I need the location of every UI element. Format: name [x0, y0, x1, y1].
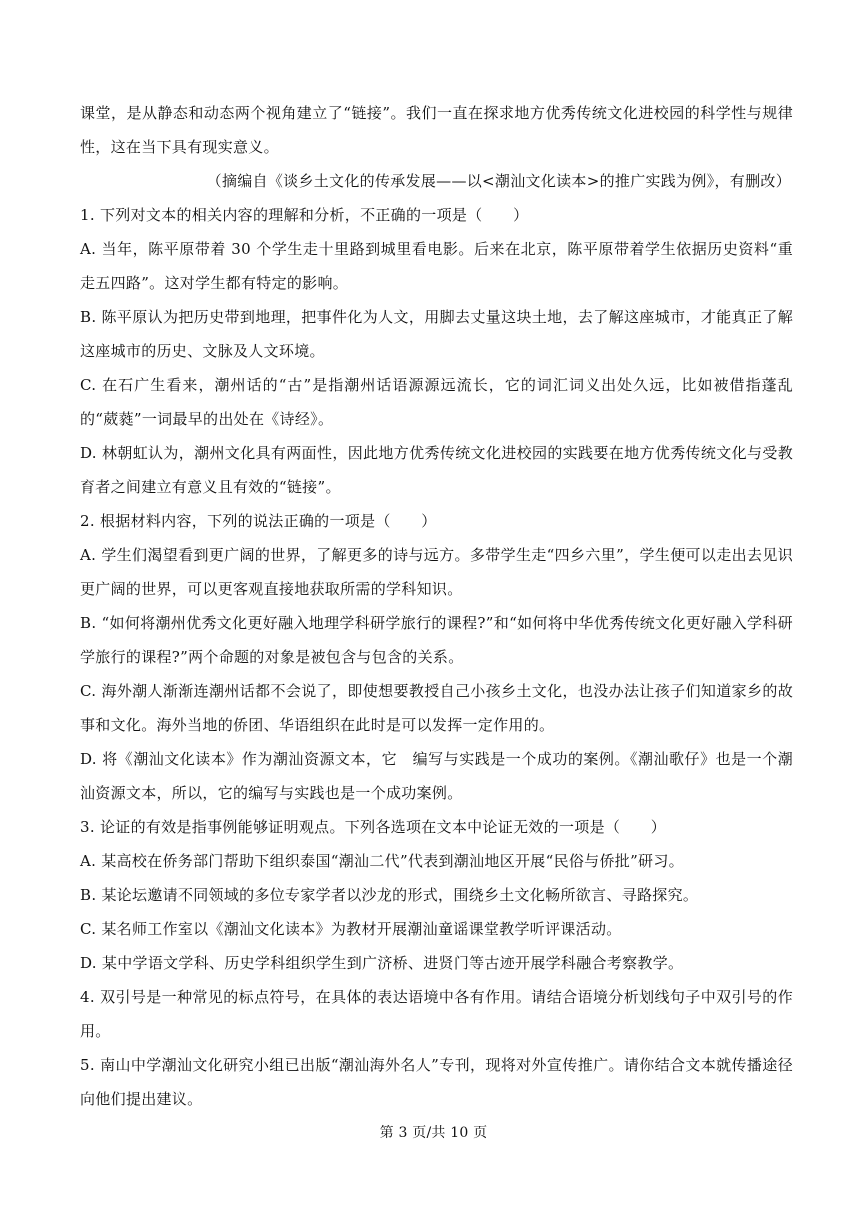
question-1-option-c: C. 在石广生看来，潮州话的“古”是指潮州话语源源远流长，它的词汇词义出处久远，比如被借指蓬乱的“葳蕤”一词最早的出处在《诗经》。 — [80, 376, 793, 428]
question-2-option-d: D. 将《潮汕文化读本》作为潮汕资源文本，它 编写与实践是一个成功的案例。《潮汕歌仔》也是一个潮汕资源文本，所以，它的编写与实践也是一个成功案例。 — [80, 750, 793, 802]
question-2-option-b: B. “如何将潮州优秀文化更好融入地理学科研学旅行的课程?”和“如何将中华优秀传统文化更好融入学科研学旅行的课程?”两个命题的对象是被包含与包含的关系。 — [80, 614, 793, 666]
question-3-option-b: B. 某论坛邀请不同领域的多位专家学者以沙龙的形式，围绕乡土文化畅所欲言、寻路探究。 — [80, 886, 699, 904]
question-1-stem: 1. 下列对文本的相关内容的理解和分析，不正确的一项是（ ） — [80, 206, 529, 224]
question-3-option-d: D. 某中学语文学科、历史学科组织学生到广济桥、进贤门等古迹开展学科融合考察教学。 — [80, 954, 684, 972]
question-3-option-a: A. 某高校在侨务部门帮助下组织泰国“潮汕二代”代表到潮汕地区开展“民俗与侨批”研习。 — [80, 852, 684, 870]
question-1-option-a: A. 当年，陈平原带着 30 个学生走十里路到城里看电影。后来在北京，陈平原带着学生依据历史资料“重走五四路”。这对学生都有特定的影响。 — [80, 240, 793, 292]
question-5: 5. 南山中学潮汕文化研究小组已出版“潮汕海外名人”专刊，现将对外宣传推广。请你结合文本就传播途径向他们提出建议。 — [80, 1056, 793, 1108]
question-1-option-d: D. 林朝虹认为，潮州文化具有两面性，因此地方优秀传统文化进校园的实践要在地方优秀传统文化与受教育者之间建立有意义且有效的“链接”。 — [80, 444, 793, 496]
question-2-option-c: C. 海外潮人渐渐连潮州话都不会说了，即使想要教授自己小孩乡土文化，也没办法让孩子们知道家乡的故事和文化。海外当地的侨团、华语组织在此时是可以发挥一定作用的。 — [80, 682, 793, 734]
question-4: 4. 双引号是一种常见的标点符号，在具体的表达语境中各有作用。请结合语境分析划线句子中双引号的作用。 — [80, 988, 793, 1040]
intro-paragraph: 课堂，是从静态和动态两个视角建立了“链接”。我们一直在探求地方优秀传统文化进校园的科学性与规律性，这在当下具有现实意义。 — [80, 104, 793, 156]
page-content — [80, 96, 793, 1116]
question-2-option-a: A. 学生们渴望看到更广阔的世界，了解更多的诗与远方。多带学生走“四乡六里”，学生便可以走出去见识更广阔的世界，可以更客观直接地获取所需的学科知识。 — [80, 546, 793, 598]
question-1-option-b: B. 陈平原认为把历史带到地理，把事件化为人文，用脚去丈量这块土地，去了解这座城市，才能真正了解这座城市的历史、文脉及人文环境。 — [80, 308, 793, 360]
source-citation: （摘编自《谈乡土文化的传承发展——以<潮汕文化读本>的推广实践为例》，有删改） — [206, 172, 791, 190]
question-3-option-c: C. 某名师工作室以《潮汕文化读本》为教材开展潮汕童谣课堂教学听评课活动。 — [80, 920, 622, 938]
question-3-stem: 3. 论证的有效是指事例能够证明观点。下列各选项在文本中论证无效的一项是（ ） — [80, 818, 667, 836]
question-2-stem: 2. 根据材料内容，下列的说法正确的一项是（ ） — [80, 512, 437, 530]
page-number-footer: 第 3 页/共 10 页 — [379, 1125, 488, 1141]
